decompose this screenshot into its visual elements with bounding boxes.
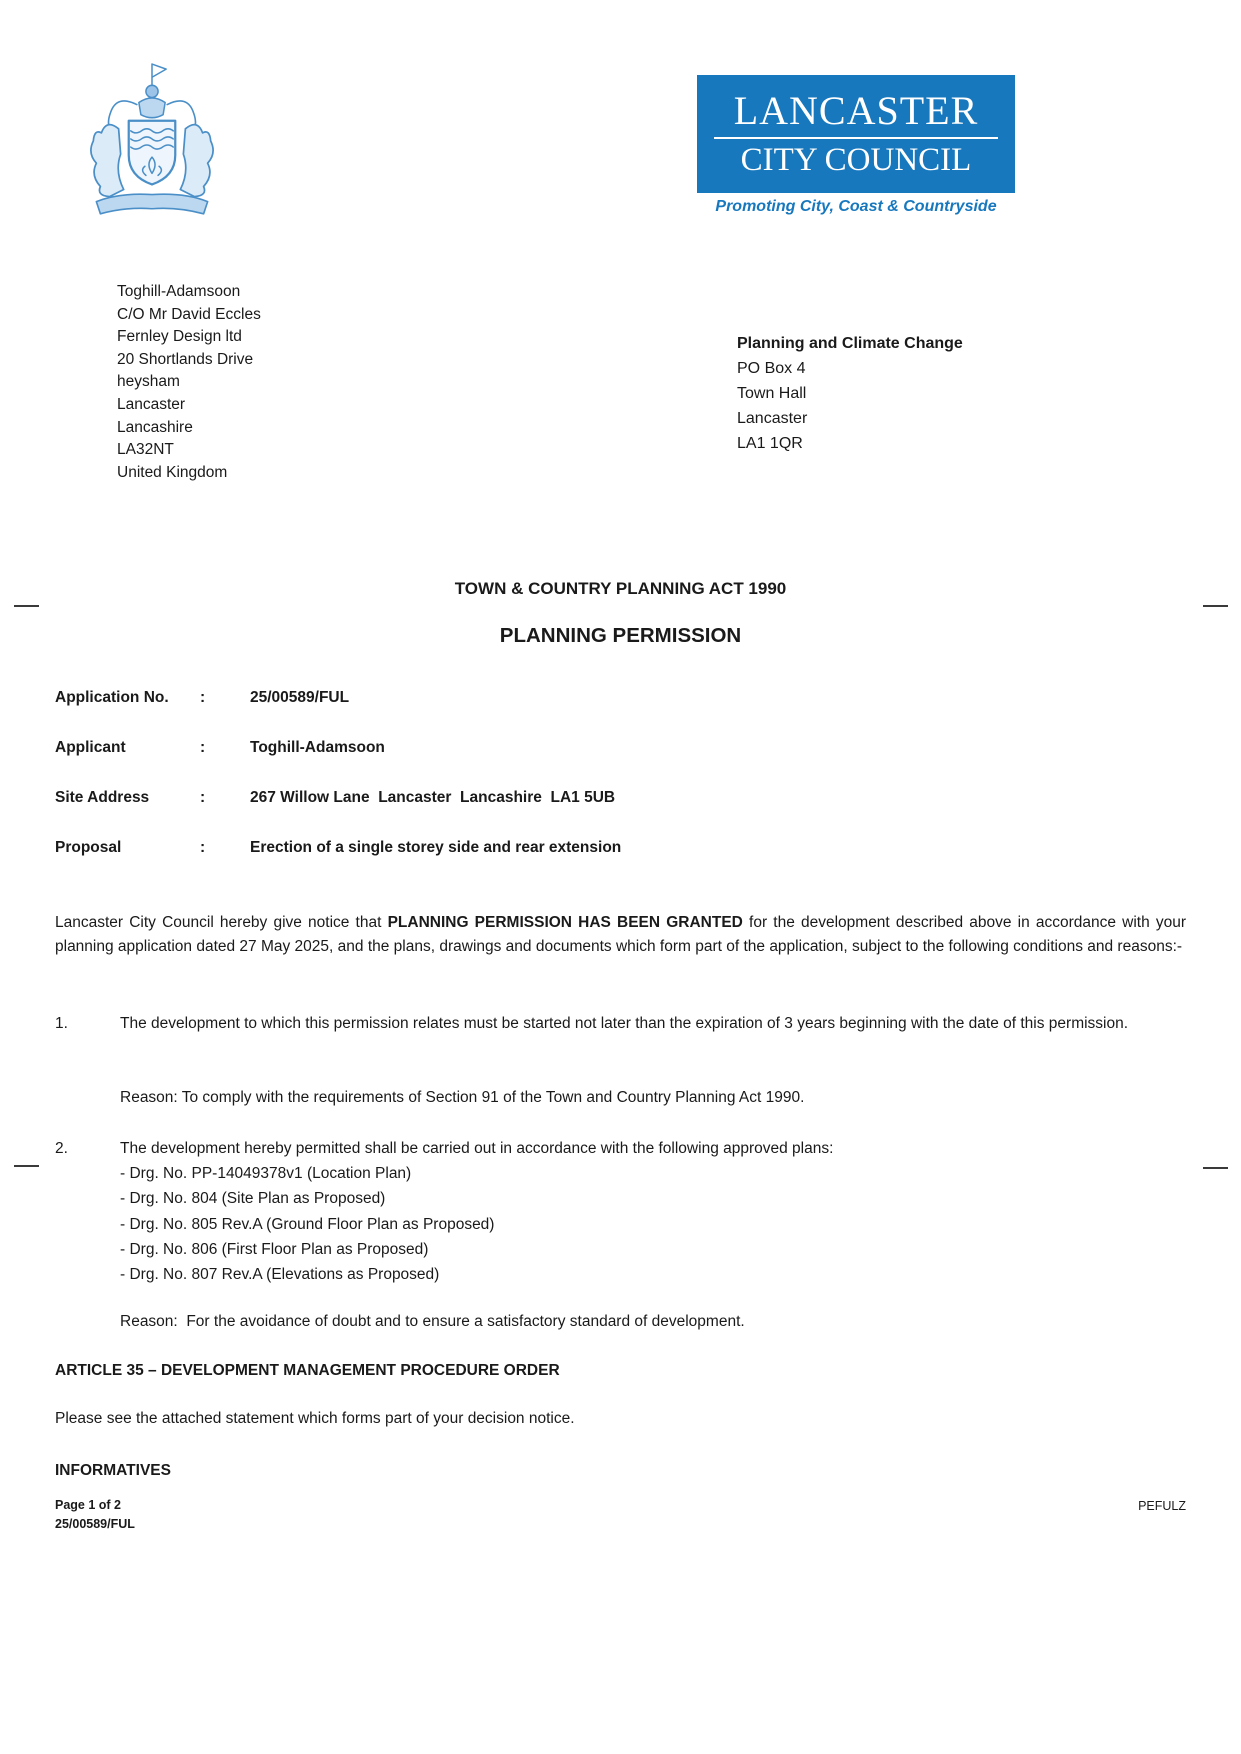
footer-document-code: PEFULZ (1138, 1499, 1186, 1513)
recipient-address-line: Lancaster (117, 395, 186, 413)
attached-statement-note: Please see the attached statement which forms part of your decision notice. (55, 1410, 575, 1427)
council-logo-banner (697, 75, 1015, 193)
act-heading: TOWN & COUNTRY PLANNING ACT 1990 (454, 579, 787, 598)
approved-plans-list (120, 1161, 494, 1287)
department-address-line: Lancaster (737, 410, 808, 427)
notice-text-post: for the development described above in accordance with your planning application dated 27 May 2025, and the plans, drawings and documents which form part of the application, subject to the following conditions and reasons:- (55, 914, 1187, 955)
council-crest-icon (66, 58, 238, 230)
department-name: Planning and Climate Change (737, 335, 963, 352)
detail-label: Site Address (55, 789, 150, 806)
recipient-address-line: Fernley Design ltd (117, 328, 242, 346)
application-details (55, 687, 1186, 887)
granted-statement: PLANNING PERMISSION HAS BEEN GRANTED (387, 914, 743, 931)
proposal-description: Erection of a single storey side and rear extension (250, 839, 622, 856)
detail-separator: : (200, 789, 206, 806)
council-logo-line2: CITY COUNCIL (740, 142, 972, 178)
condition-2 (55, 1137, 1186, 1161)
detail-label: Applicant (55, 739, 126, 756)
fold-mark (1203, 605, 1228, 607)
condition-1-reason: Reason: To comply with the requirements of Section 91 of the Town and Country Planning Act 1990. (120, 1089, 805, 1106)
fold-mark (1203, 1167, 1228, 1169)
detail-row-proposal (55, 837, 1186, 859)
department-address-line: LA1 1QR (737, 435, 803, 452)
recipient-address-line: LA32NT (117, 441, 174, 459)
condition-2-reason: Reason: For the avoidance of doubt and to ensure a satisfactory standard of development. (120, 1313, 745, 1330)
fold-mark (14, 1165, 39, 1167)
permission-heading: PLANNING PERMISSION (499, 624, 742, 647)
council-logo-rule (714, 137, 998, 139)
detail-row-applicant (55, 737, 1186, 759)
condition-number: 2. (55, 1140, 68, 1157)
detail-label: Proposal (55, 839, 122, 856)
recipient-address-line: Toghill-Adamsoon (117, 283, 241, 300)
footer-page-info (55, 1496, 135, 1534)
approved-plan-item: - Drg. No. PP-14049378v1 (Location Plan) (120, 1165, 412, 1182)
site-address: 267 Willow Lane Lancaster Lancashire LA1 5UB (250, 789, 616, 806)
detail-row-application-no (55, 687, 1186, 709)
detail-separator: : (200, 839, 206, 856)
condition-number: 1. (55, 1015, 68, 1032)
article-35-heading: ARTICLE 35 – DEVELOPMENT MANAGEMENT PROCEDURE ORDER (55, 1362, 560, 1379)
footer-application-reference: 25/00589/FUL (55, 1517, 135, 1531)
recipient-address-line: heysham (117, 373, 180, 391)
fold-mark (14, 605, 39, 607)
department-address (737, 331, 963, 456)
informatives-heading: INFORMATIVES (55, 1462, 171, 1479)
condition-1 (55, 1012, 1186, 1036)
condition-text: The development to which this permission relates must be started not later than the expiration of 3 years beginning with the date of this permission. (120, 1015, 1129, 1032)
detail-row-site-address (55, 787, 1186, 809)
recipient-address (117, 281, 261, 484)
approved-plan-item: - Drg. No. 804 (Site Plan as Proposed) (120, 1190, 386, 1208)
detail-separator: : (200, 739, 206, 756)
approved-plan-item: - Drg. No. 806 (First Floor Plan as Proposed) (120, 1240, 429, 1258)
detail-separator: : (200, 689, 206, 706)
recipient-address-line: 20 Shortlands Drive (117, 350, 254, 368)
approved-plan-item: - Drg. No. 805 Rev.A (Ground Floor Plan as Proposed) (120, 1215, 495, 1233)
notice-text-pre: Lancaster City Council hereby give notice that (55, 914, 388, 931)
recipient-address-line: United Kingdom (117, 463, 228, 481)
detail-label: Application No. (55, 689, 169, 706)
council-logo-line1: LANCASTER (733, 88, 979, 133)
council-tagline: Promoting City, Coast & Countryside (715, 198, 997, 215)
recipient-address-line: Lancashire (117, 418, 193, 436)
application-number: 25/00589/FUL (250, 689, 350, 706)
grant-notice-paragraph (55, 911, 1186, 958)
condition-text: The development hereby permitted shall be carried out in accordance with the following approved plans: (120, 1140, 834, 1157)
approved-plan-item: - Drg. No. 807 Rev.A (Elevations as Proposed) (120, 1266, 440, 1284)
footer-page-number: Page 1 of 2 (55, 1498, 121, 1512)
applicant-name: Toghill-Adamsoon (250, 739, 385, 756)
recipient-address-line: C/O Mr David Eccles (117, 305, 261, 323)
department-address-line: PO Box 4 (737, 360, 806, 377)
department-address-line: Town Hall (737, 385, 807, 402)
